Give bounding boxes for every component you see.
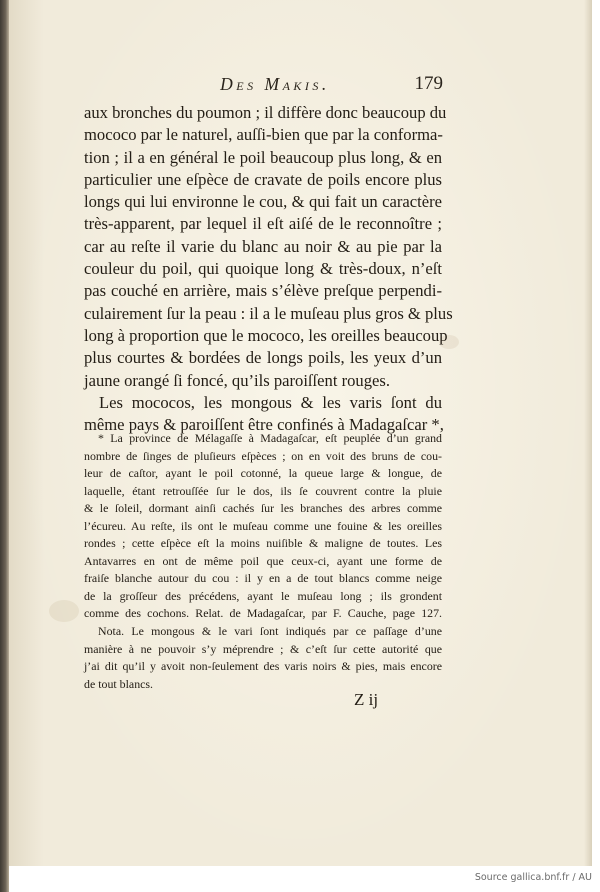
paper-stain (49, 600, 79, 622)
body-line: même pays & paroiſſent être confinés à Madagaſcar *, (84, 415, 444, 435)
footnote-line: rondes ; cette eſpèce eſt la moins nuiſible & maligne de toutes. Les (84, 536, 442, 551)
body-line: pas couché en arrière, mais s’élève preſque perpendi- (84, 281, 442, 301)
footnote-line: Antavarres en ont de même poil que ceux-ci, ayant une forme de (84, 553, 442, 568)
body-line: aux bronches du poumon ; il diffère donc beaucoup du (84, 103, 447, 122)
footnote-line: de la groſſeur des précédens, ayant le muſeau long ; ils grondent (84, 588, 442, 603)
footnote-line: * La province de Mélagaſſe à Madagaſcar, eſt peuplée d’un grand (98, 431, 442, 445)
footnote-line: & le ſoleil, dormant ainſi cachés ſur les branches des arbres comme (84, 501, 442, 516)
footnote-line: laquelle, étant retrouſſée ſur le dos, ils ſe couvrent contre la pluie (84, 483, 442, 498)
footnote-line: l’écureu. Au reſte, ils ont le muſeau comme une fouine & les oreilles (84, 518, 442, 533)
body-line: longs qui lui environne le cou, & qui fait un caractère (84, 192, 442, 212)
body-line: très-apparent, par lequel il eſt aiſé de le reconnoître ; (84, 214, 442, 234)
page-number: 179 (414, 73, 443, 94)
body-line: culairement ſur la peau : il a le muſeau plus gros & plus (84, 303, 453, 323)
body-line: couleur du poil, qui quoique long & très-doux, n’eſt (84, 259, 442, 279)
body-line: car au reſte il varie du blanc au noir & au pie par la (84, 236, 442, 256)
footnote-line: nombre de ſinges de pluſieurs eſpèces ; on en voit des bruns de cou- (84, 448, 442, 463)
body-line: jaune orangé ſi foncé, qu’ils paroiſſent rouges. (84, 370, 390, 390)
footnote-line: leur de caſtor, ayant le poil cotonné, la queue large & longue, de (84, 466, 442, 481)
scan-edge-shadow (0, 0, 9, 892)
footnote-line: j’ai dit qu’il y avoit non-ſeulement des varis noirs & pies, mais encore (84, 659, 442, 674)
footnote-line: Nota. Le mongous & le vari ſont indiqués par ce paſſage d’une (98, 624, 442, 639)
footnote (84, 430, 442, 693)
body-line: plus courtes & bordées de longs poils, les yeux d’un (84, 348, 442, 368)
paper-edge-shadow (584, 0, 592, 866)
body-line-paragraph-start: Les mococos, les mongous & les varis ſont du (99, 392, 442, 412)
footnote-line: manière à ne pouvoir s’y méprendre ; & c’eſt ſur cette autorité que (84, 641, 442, 656)
footnote-line: fraiſe blanche autour du cou : il y en a de tout blancs comme neige (84, 571, 442, 586)
body-line: tion ; il a en général le poil beaucoup plus long, & en (84, 147, 442, 167)
running-title: Des Makis. (220, 74, 330, 94)
footnote-line: comme des cochons. Relat. de Madagaſcar, par F. Cauche, page 127. (84, 606, 442, 621)
body-line: mococo par le naturel, auſſi-bien que par la conforma- (84, 125, 443, 145)
body-line: long à proportion que le mococo, les oreilles beaucoup (84, 325, 448, 345)
body-line: particulier une eſpèce de cravate de poils encore plus (84, 169, 442, 189)
signature-mark: Z ij (354, 690, 379, 709)
footnote-line: de tout blancs. (84, 676, 154, 691)
source-credit: Source gallica.bnf.fr / AU (474, 872, 592, 883)
body-text (84, 102, 453, 436)
